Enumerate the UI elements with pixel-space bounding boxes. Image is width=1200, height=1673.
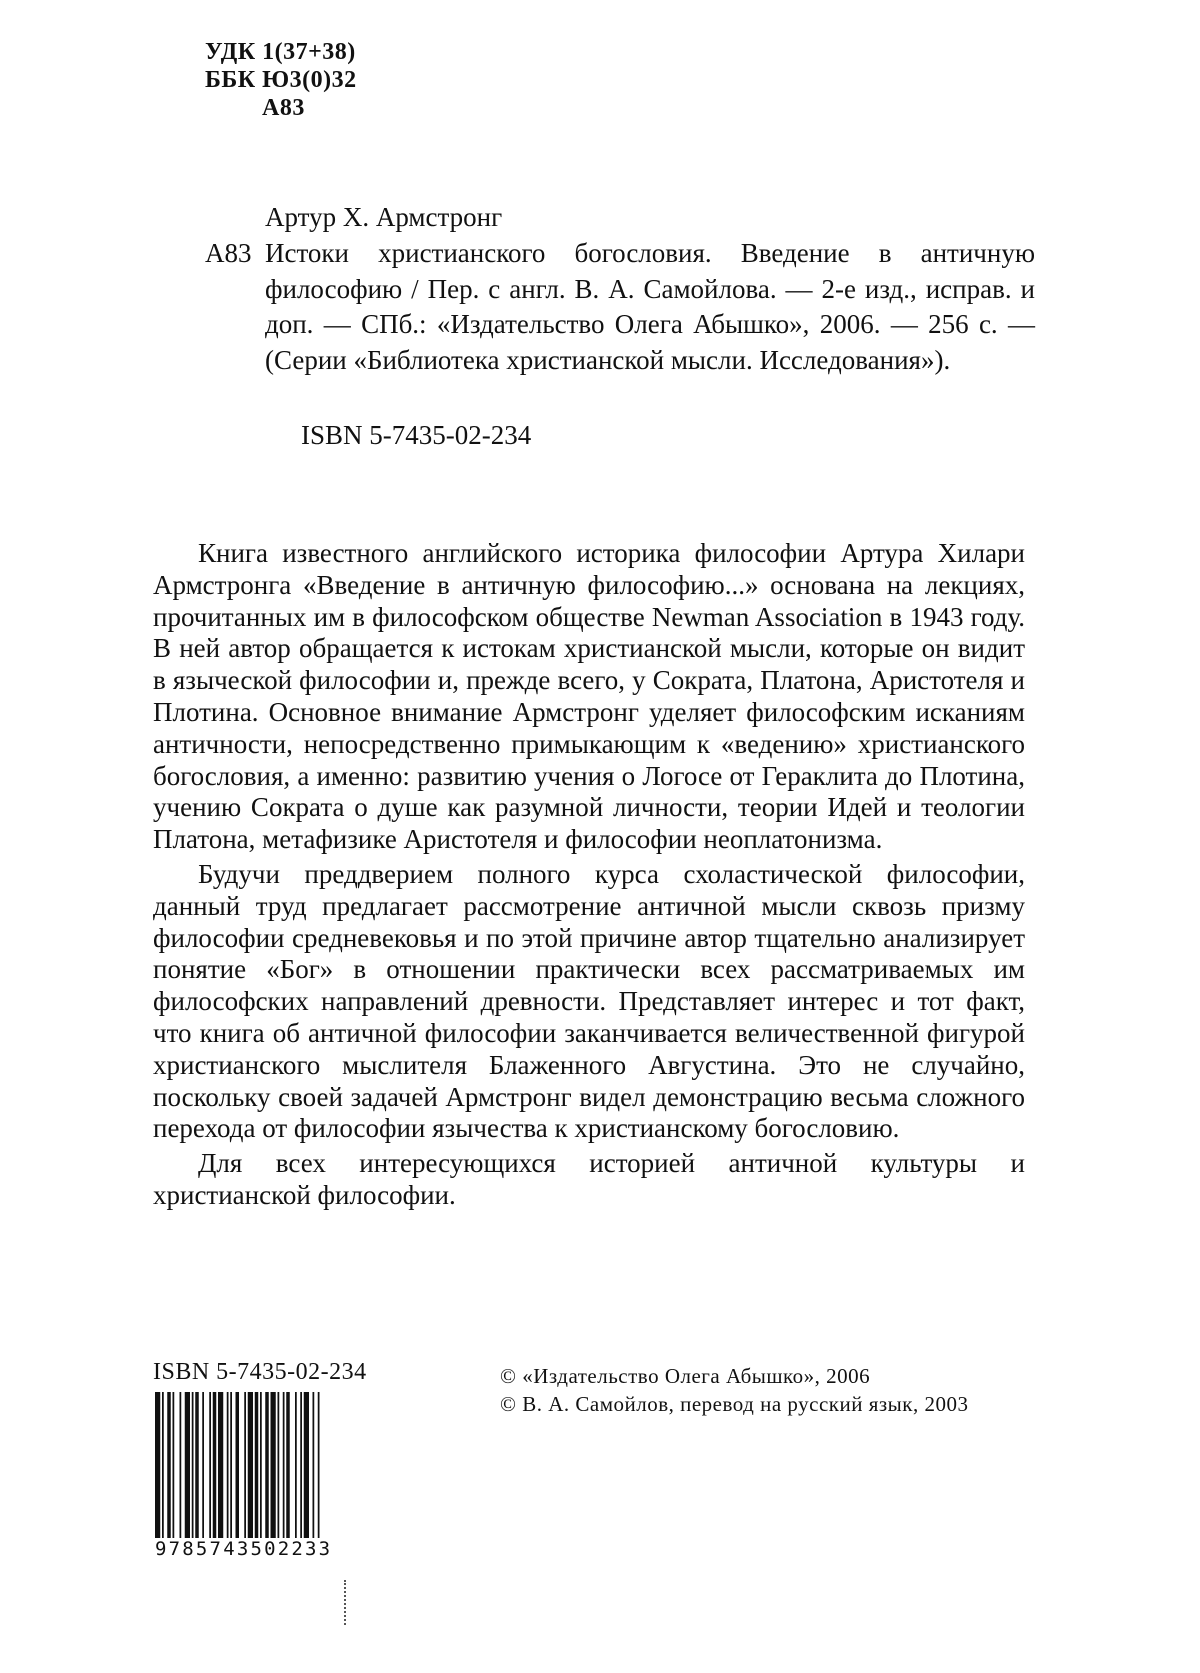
barcode-bar xyxy=(227,1392,229,1542)
barcode-bar xyxy=(283,1392,285,1542)
barcode-bar xyxy=(173,1392,175,1542)
barcode-bar xyxy=(295,1392,297,1542)
barcode-bar xyxy=(304,1392,309,1542)
barcode-bar xyxy=(265,1392,269,1542)
barcode-bar xyxy=(209,1392,211,1542)
barcode-bar xyxy=(248,1392,253,1542)
udk-code: УДК 1(37+38) xyxy=(205,38,357,66)
annotation xyxy=(153,538,1025,1212)
barcode-bar xyxy=(286,1392,290,1542)
barcode-bar xyxy=(278,1392,280,1542)
barcode-bar xyxy=(244,1392,246,1542)
barcode-bar xyxy=(167,1392,171,1542)
barcode-bar xyxy=(192,1392,194,1542)
barcode-bar xyxy=(213,1392,217,1542)
barcode-bar xyxy=(318,1392,320,1542)
author-mark-code: А83 xyxy=(205,94,357,122)
barcode-bar xyxy=(155,1392,160,1542)
barcode-bar xyxy=(313,1392,315,1542)
annotation-paragraph: Будучи преддверием полного курса схоластической философии, данный труд предлагает рассмотрение античной мысли сквозь призму философии средневековья и по этой причине автор тщательно анализирует понятие «Бог» в отношении практически всех рассматриваемых им философских направлений древности. Представляет интерес и тот факт, что книга об античной философии заканчивается величественной фигурой христианского мыслителя Блаженного Августина. Это не случайно, поскольку своей задачей Армстронг видел демонстрацию весьма сложного перехода от философии язычества к христианскому богословию. xyxy=(153,859,1025,1145)
barcode-bar xyxy=(218,1392,223,1542)
bibliographic-code: А83 xyxy=(205,236,252,272)
copyright-publisher: © «Издательство Олега Абышко», 2006 xyxy=(500,1362,968,1390)
bbk-code: ББК Ю3(0)32 xyxy=(205,66,357,94)
barcode-bar xyxy=(300,1392,302,1542)
classification-block xyxy=(205,38,357,122)
barcode-bar xyxy=(260,1392,262,1542)
barcode-bar xyxy=(236,1392,240,1542)
bibliographic-isbn: ISBN 5-7435-02-234 xyxy=(301,418,531,454)
footer-isbn: ISBN 5-7435-02-234 xyxy=(153,1359,367,1386)
barcode-bar xyxy=(202,1392,204,1542)
copyright-translator: © В. А. Самойлов, перевод на русский язык, 2003 xyxy=(500,1390,968,1418)
barcode-bar xyxy=(185,1392,190,1542)
barcode-bar xyxy=(195,1392,199,1542)
copyright-block xyxy=(500,1362,968,1418)
barcode-bars xyxy=(153,1392,363,1542)
barcode-digits: 9785743502233 xyxy=(153,1538,334,1560)
barcode xyxy=(153,1392,363,1562)
barcode-bar xyxy=(162,1392,164,1542)
bibliographic-description: Истоки христианского богословия. Введение в античную философию / Пер. с англ. В. А. Самойлова. — 2-е изд., исправ. и доп. — СПб.: «Издательство Олега Абышко», 2006. — 256 с. — (Серии «Библиотека христианской мысли. Исследования»). xyxy=(265,236,1035,378)
cut-marks xyxy=(344,1580,350,1625)
annotation-paragraph: Книга известного английского историка философии Артура Хилари Армстронга «Введение в античную философию...» основана на лекциях, прочитанных им в философском обществе Newman Association в 1943 году. В ней автор обращается к истокам христианской мысли, которые он видит в языческой философии и, прежде всего, у Сократа, Платона, Аристотеля и Плотина. Основное внимание Армстронг уделяет философским исканиям античности, непосредственно примыкающим к «ведению» христианского богословия, а именно: развитию учения о Логосе от Гераклита до Плотина, учению Сократа о душе как разумной личности, теории Идей и теологии Платона, метафизике Аристотеля и философии неоплатонизма. xyxy=(153,538,1025,856)
annotation-paragraph: Для всех интересующихся историей античной культуры и христианской философии. xyxy=(153,1148,1025,1212)
barcode-bar xyxy=(255,1392,259,1542)
barcode-bar xyxy=(180,1392,182,1542)
barcode-bar xyxy=(230,1392,232,1542)
barcode-bar xyxy=(271,1392,276,1542)
book-author: Артур Х. Армстронг xyxy=(265,200,502,236)
